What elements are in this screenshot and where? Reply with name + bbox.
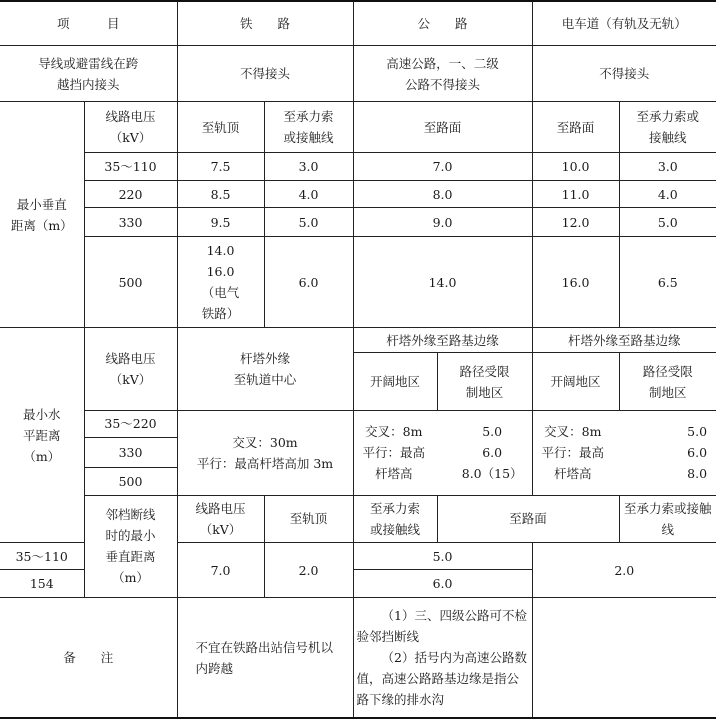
- vertical-label: 最小垂直 距离（m）: [0, 102, 84, 328]
- horizontal-group-row: [0, 328, 716, 353]
- joint-label: 导线或避雷线在跨 越挡内接头: [0, 45, 177, 101]
- vertical-voltage: 220: [84, 180, 177, 207]
- adjacent-rail-wire: 2.0: [264, 542, 353, 597]
- remarks-tram: [532, 598, 716, 718]
- vertical-tram-wire: 4.0: [619, 180, 716, 207]
- vertical-rail-wire: 5.0: [264, 208, 353, 237]
- adjacent-col-rail-top: 至轨顶: [264, 495, 353, 542]
- vertical-col-rail-wire: 至承力索 或接触线: [264, 102, 353, 152]
- header-tram: 电车道（有轨及无轨）: [532, 1, 716, 45]
- header-railway: 铁 路: [177, 1, 353, 45]
- vertical-row: [0, 180, 716, 207]
- vertical-voltage: 330: [84, 208, 177, 237]
- vertical-voltage: 500: [84, 237, 177, 328]
- horizontal-tram-group: 杆塔外缘至路基边缘: [532, 328, 716, 353]
- vertical-road: 8.0: [353, 180, 532, 207]
- vertical-road: 14.0: [353, 237, 532, 328]
- joint-tram: 不得接头: [532, 45, 716, 101]
- adjacent-label: 邻档断线 时的最小 垂直距离 （m）: [84, 495, 177, 598]
- vertical-road: 7.0: [353, 152, 532, 180]
- vertical-rail-top: 14.0 16.0 （电气 铁路）: [177, 237, 264, 328]
- vertical-tram-wire: 3.0: [619, 152, 716, 180]
- adjacent-road: 5.0: [353, 542, 532, 569]
- vertical-tram-road: 12.0: [532, 208, 619, 237]
- vertical-row: [0, 237, 716, 328]
- horizontal-voltage-header: 线路电压 （kV）: [84, 328, 177, 411]
- joint-row: [0, 45, 716, 101]
- remarks-highway-note: （1）三、四级公路可不检验邻挡断线: [356, 608, 527, 645]
- adjacent-col-rail-wire: 至承力索 或接触线: [353, 495, 437, 542]
- horizontal-road-group: 杆塔外缘至路基边缘: [353, 328, 532, 353]
- horizontal-row: [0, 410, 716, 437]
- vertical-tram-wire: 6.5: [619, 237, 716, 328]
- horizontal-tram-open-value: 交叉：8m 平行：最高 杆塔高: [541, 424, 605, 482]
- horizontal-rail-value: 交叉：30m 平行：最高杆塔高加 3m: [177, 410, 353, 495]
- adjacent-col-tram: 至承力索或接触线: [619, 495, 716, 542]
- vertical-header-row: [0, 102, 716, 152]
- vertical-row: [0, 208, 716, 237]
- vertical-col-road: 至路面: [353, 102, 532, 152]
- vertical-rail-wire: 6.0: [264, 237, 353, 328]
- vertical-rail-wire: 4.0: [264, 180, 353, 207]
- remarks-highway: [353, 598, 532, 718]
- vertical-rail-top: 8.5: [177, 180, 264, 207]
- adjacent-tram: 2.0: [532, 542, 716, 597]
- horizontal-road-open-value: 交叉：8m 平行：最高 杆塔高: [362, 424, 426, 482]
- horizontal-voltage: 500: [84, 468, 177, 495]
- adjacent-voltage: 35～110: [0, 542, 84, 569]
- horizontal-label: 最小水 平距离 （m）: [0, 328, 84, 543]
- remarks-railway: 不宜在铁路出站信号机以内跨越: [177, 598, 353, 718]
- vertical-col-tram-wire: 至承力索或 接触线: [619, 102, 716, 152]
- adjacent-voltage-header: 线路电压 （kV）: [177, 495, 264, 542]
- vertical-row: [0, 152, 716, 180]
- remarks-highway-note: （2）括号内为高速公路数值，高速公路路基边缘是指公路下缘的排水沟: [356, 650, 527, 708]
- adjacent-header-row: [0, 495, 716, 542]
- horizontal-rail-header: 杆塔外缘 至轨道中心: [177, 328, 353, 411]
- vertical-tram-road: 16.0: [532, 237, 619, 328]
- horizontal-tram-open: 开阔地区: [532, 353, 619, 410]
- vertical-tram-road: 10.0: [532, 152, 619, 180]
- adjacent-road: 6.0: [353, 570, 532, 598]
- vertical-voltage-header: 线路电压 （kV）: [84, 102, 177, 152]
- adjacent-voltage: 154: [0, 570, 84, 598]
- header-highway: 公 路: [353, 1, 532, 45]
- vertical-col-rail-top: 至轨顶: [177, 102, 264, 152]
- vertical-rail-top: 9.5: [177, 208, 264, 237]
- header-item: 项 目: [0, 1, 177, 45]
- horizontal-voltage: 35～220: [84, 410, 177, 437]
- remarks-row: [0, 598, 716, 718]
- adjacent-rail-top: 7.0: [177, 542, 264, 597]
- horizontal-road-limited-value: 5.0 6.0 8.0（15）: [461, 424, 523, 482]
- horizontal-road-limited: 路径受限 制地区: [437, 353, 532, 410]
- horizontal-tram-limited: 路径受限 制地区: [619, 353, 716, 410]
- vertical-rail-wire: 3.0: [264, 152, 353, 180]
- vertical-rail-top: 7.5: [177, 152, 264, 180]
- joint-railway: 不得接头: [177, 45, 353, 101]
- vertical-tram-road: 11.0: [532, 180, 619, 207]
- horizontal-tram-values: [532, 410, 716, 495]
- vertical-road: 9.0: [353, 208, 532, 237]
- header-row: [0, 1, 716, 45]
- vertical-tram-wire: 5.0: [619, 208, 716, 237]
- joint-highway: 高速公路，一、二级 公路不得接头: [353, 45, 532, 101]
- remarks-label: 备 注: [0, 598, 177, 718]
- vertical-col-tram-road: 至路面: [532, 102, 619, 152]
- horizontal-voltage: 330: [84, 438, 177, 468]
- vertical-voltage: 35～110: [84, 152, 177, 180]
- adjacent-col-road: 至路面: [437, 495, 619, 542]
- horizontal-tram-limited-value: 5.0 6.0 8.0: [687, 424, 708, 482]
- horizontal-road-open: 开阔地区: [353, 353, 437, 410]
- horizontal-road-values: [353, 410, 532, 495]
